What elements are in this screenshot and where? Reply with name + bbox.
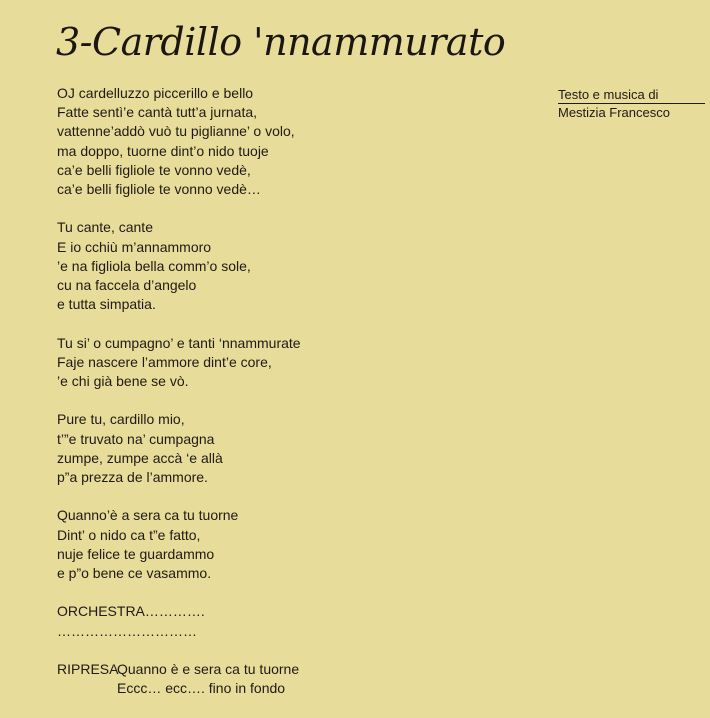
ripresa-line-1: Quanno è e sera ca tu tuorne (117, 661, 300, 677)
lyric-line: ca’e belli figliole te vonno vedè… (57, 181, 261, 198)
ripresa-row (57, 660, 301, 679)
orchestra-line: ORCHESTRA…………. (57, 603, 205, 620)
lyric-line: ca’e belli figliole te vonno vedè, (57, 161, 251, 178)
lyric-line: E io cchiù m’annammoro (57, 238, 212, 255)
lyric-line: cu na faccela d’angelo (57, 277, 197, 294)
lyric-line: Pure tu, cardillo mio, (57, 411, 185, 428)
orchestra-dots: ………………………… (57, 622, 197, 639)
stanza-1 (57, 84, 301, 199)
lyrics (57, 84, 301, 718)
orchestra-section (57, 602, 301, 640)
lyric-line: OJ cardelluzzo piccerillo e bello (57, 85, 254, 101)
stanza-3 (57, 334, 301, 392)
lyric-line: ma doppo, tuorne dint’o nido tuoje (57, 142, 269, 159)
lyric-line: t’”e truvato na’ cumpagna (57, 430, 215, 447)
lyric-line: ’e chi già bene se vò. (57, 373, 189, 390)
lyric-line: Tu cante, cante (57, 219, 153, 236)
lyric-line: zumpe, zumpe accà ‘e allà (57, 449, 223, 466)
stanza-5 (57, 506, 301, 583)
credits-label: Testo e musica di (558, 87, 659, 102)
ripresa-label: RIPRESA (57, 661, 119, 677)
credits-author: Mestizia Francesco (558, 105, 670, 120)
credits (558, 86, 670, 122)
stanza-4 (57, 410, 301, 487)
lyric-line: vattenne’addò vuò tu piglianne’ o volo, (57, 123, 295, 140)
song-title: 3-Cardillo 'nnammurato (56, 20, 506, 64)
lyric-line: Dint’ o nido ca t”e fatto, (57, 526, 201, 543)
lyric-line: p”a prezza de l’ammore. (57, 469, 208, 486)
lyric-line: e p”o bene ce vasammo. (57, 565, 212, 582)
lyric-line: Faje nascere l’ammore dint’e core, (57, 353, 272, 370)
credits-underline (558, 103, 705, 104)
lyric-line: e tutta simpatia. (57, 296, 156, 313)
lyric-line: ’e na figliola bella comm’o sole, (57, 257, 251, 274)
lyric-line: Tu si’ o cumpagno’ e tanti ‘nnammurate (57, 334, 301, 351)
lyric-line: nuje felice te guardammo (57, 545, 215, 562)
lyric-line: Fatte sentì’e cantà tutt’a jurnata, (57, 104, 258, 121)
ripresa-section (57, 660, 301, 698)
ripresa-line-2: Eccc… ecc…. fino in fondo (117, 680, 286, 697)
stanza-2 (57, 218, 301, 314)
lyric-line: Quanno’è a sera ca tu tuorne (57, 507, 239, 524)
